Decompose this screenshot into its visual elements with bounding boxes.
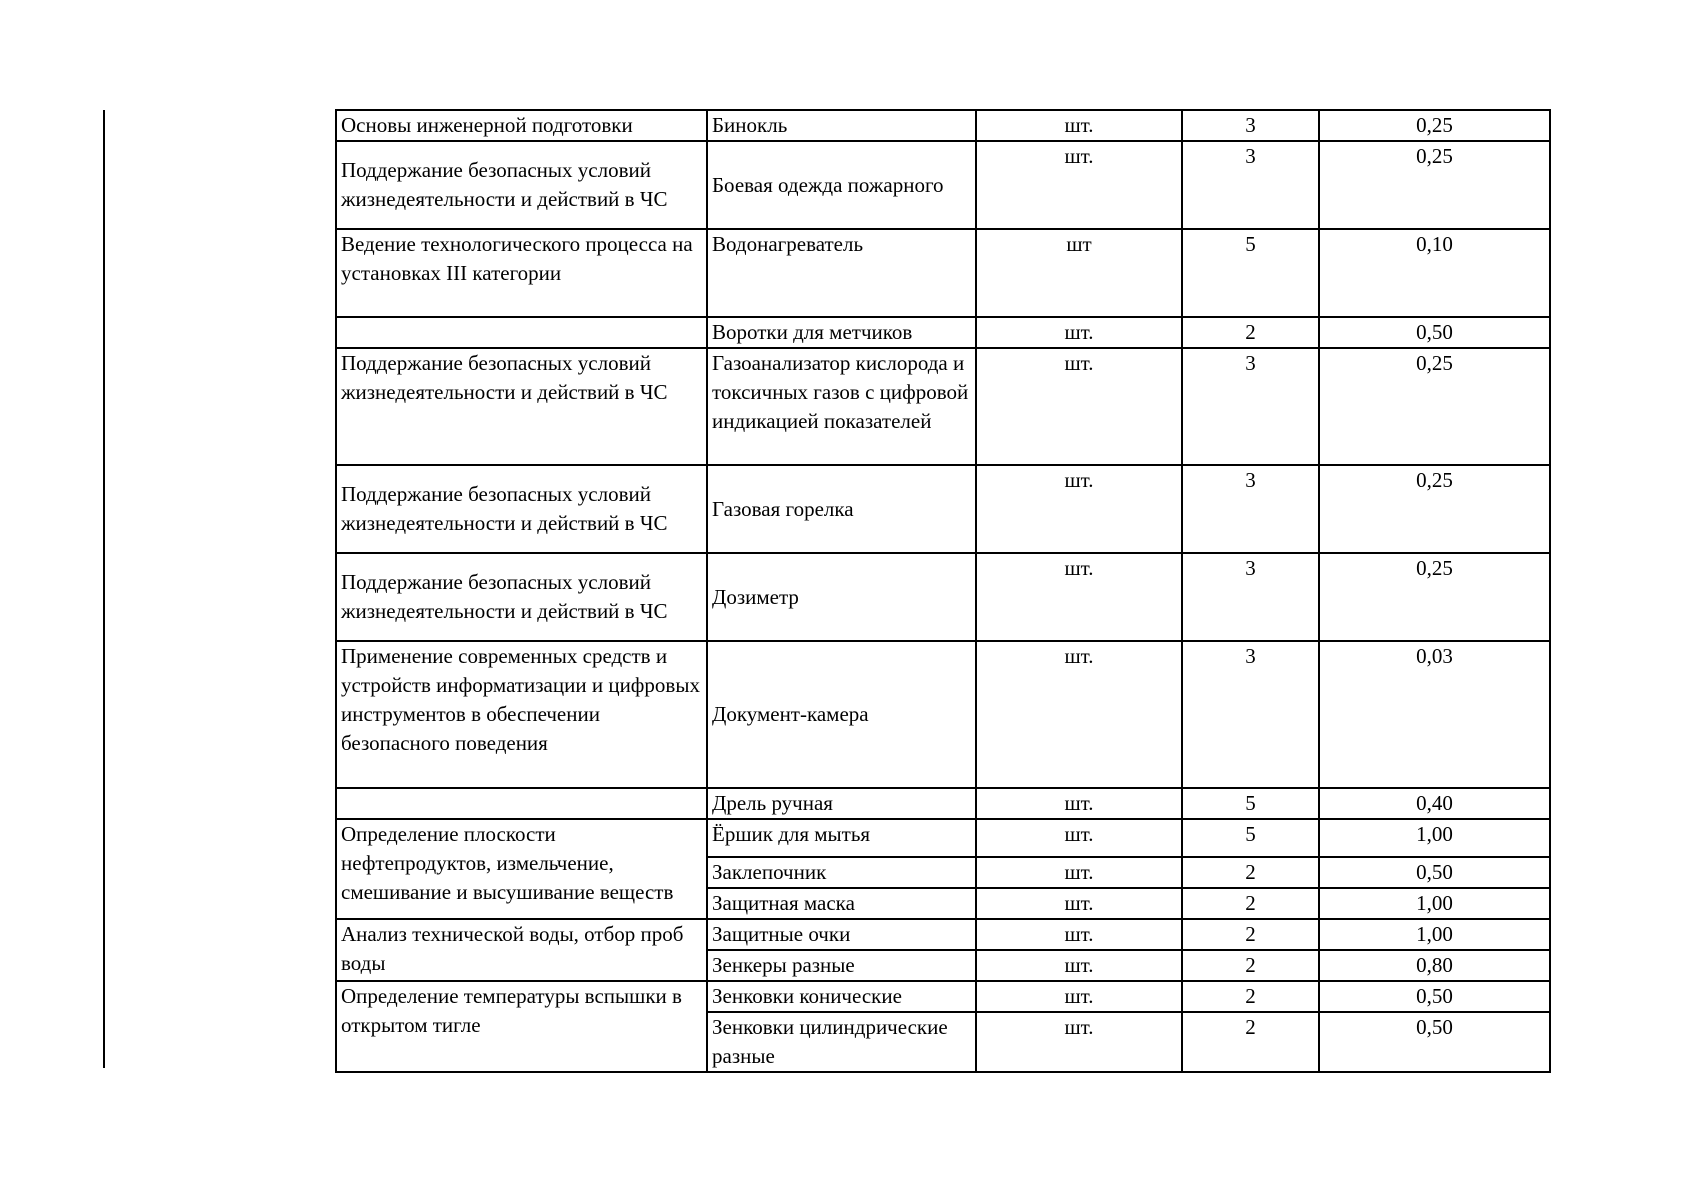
table-row — [336, 788, 1550, 819]
item-name-cell: Газовая горелка — [707, 465, 976, 553]
section-cell: Применение современных средств и устройств информатизации и цифровых инструментов в обеспечении безопасного поведения — [336, 641, 707, 788]
quantity-cell: 5 — [1182, 819, 1319, 857]
section-cell: Поддержание безопасных условий жизнедеятельности и действий в ЧС — [336, 465, 707, 553]
item-name-cell: Дозиметр — [707, 553, 976, 641]
quantity-cell: 3 — [1182, 110, 1319, 141]
section-cell: Определение плоскости нефтепродуктов, измельчение, смешивание и высушивание веществ — [336, 819, 707, 919]
item-name-cell: Зенковки конические — [707, 981, 976, 1012]
quantity-cell: 2 — [1182, 919, 1319, 950]
rate-cell: 1,00 — [1319, 888, 1550, 919]
quantity-cell: 3 — [1182, 553, 1319, 641]
unit-cell: шт. — [976, 950, 1182, 981]
item-name-cell: Зенковки цилиндрические разные — [707, 1012, 976, 1072]
table-row — [336, 110, 1550, 141]
quantity-cell: 2 — [1182, 981, 1319, 1012]
unit-cell: шт. — [976, 553, 1182, 641]
rate-cell: 0,50 — [1319, 857, 1550, 888]
unit-cell: шт — [976, 229, 1182, 317]
unit-cell: шт. — [976, 348, 1182, 465]
item-name-cell: Газоанализатор кислорода и токсичных газов с цифровой индикацией показателей — [707, 348, 976, 465]
item-name-cell: Боевая одежда пожарного — [707, 141, 976, 229]
quantity-cell: 2 — [1182, 857, 1319, 888]
quantity-cell: 2 — [1182, 950, 1319, 981]
table-row — [336, 553, 1550, 641]
quantity-cell: 3 — [1182, 641, 1319, 788]
item-name-cell: Бинокль — [707, 110, 976, 141]
table-row — [336, 981, 1550, 1012]
item-name-cell: Водонагреватель — [707, 229, 976, 317]
quantity-cell: 2 — [1182, 888, 1319, 919]
section-cell: Основы инженерной подготовки — [336, 110, 707, 141]
section-cell — [336, 788, 707, 819]
rate-cell: 0,80 — [1319, 950, 1550, 981]
rate-cell: 1,00 — [1319, 919, 1550, 950]
unit-cell: шт. — [976, 1012, 1182, 1072]
unit-cell: шт. — [976, 317, 1182, 348]
page-margin-line — [103, 110, 105, 1068]
section-cell: Поддержание безопасных условий жизнедеятельности и действий в ЧС — [336, 348, 707, 465]
rate-cell: 0,25 — [1319, 465, 1550, 553]
item-name-cell: Заклепочник — [707, 857, 976, 888]
equipment-table — [335, 109, 1551, 1073]
table-row — [336, 348, 1550, 465]
unit-cell: шт. — [976, 857, 1182, 888]
unit-cell: шт. — [976, 919, 1182, 950]
item-name-cell: Воротки для метчиков — [707, 317, 976, 348]
rate-cell: 0,25 — [1319, 141, 1550, 229]
unit-cell: шт. — [976, 981, 1182, 1012]
section-cell: Ведение технологического процесса на установках III категории — [336, 229, 707, 317]
table-row — [336, 141, 1550, 229]
rate-cell: 0,50 — [1319, 317, 1550, 348]
table-row — [336, 919, 1550, 950]
rate-cell: 0,25 — [1319, 348, 1550, 465]
rate-cell: 0,25 — [1319, 553, 1550, 641]
table-row — [336, 465, 1550, 553]
unit-cell: шт. — [976, 819, 1182, 857]
quantity-cell: 3 — [1182, 141, 1319, 229]
unit-cell: шт. — [976, 888, 1182, 919]
item-name-cell: Дрель ручная — [707, 788, 976, 819]
table-row — [336, 819, 1550, 857]
section-cell: Поддержание безопасных условий жизнедеятельности и действий в ЧС — [336, 553, 707, 641]
rate-cell: 0,25 — [1319, 110, 1550, 141]
item-name-cell: Защитные очки — [707, 919, 976, 950]
rate-cell: 0,10 — [1319, 229, 1550, 317]
quantity-cell: 2 — [1182, 1012, 1319, 1072]
unit-cell: шт. — [976, 110, 1182, 141]
rate-cell: 0,50 — [1319, 1012, 1550, 1072]
section-cell — [336, 317, 707, 348]
quantity-cell: 3 — [1182, 465, 1319, 553]
table-row — [336, 317, 1550, 348]
section-cell: Поддержание безопасных условий жизнедеятельности и действий в ЧС — [336, 141, 707, 229]
item-name-cell: Ёршик для мытья — [707, 819, 976, 857]
rate-cell: 0,03 — [1319, 641, 1550, 788]
item-name-cell: Документ-камера — [707, 641, 976, 788]
unit-cell: шт. — [976, 641, 1182, 788]
quantity-cell: 2 — [1182, 317, 1319, 348]
section-cell: Определение температуры вспышки в открытом тигле — [336, 981, 707, 1072]
quantity-cell: 3 — [1182, 348, 1319, 465]
quantity-cell: 5 — [1182, 229, 1319, 317]
item-name-cell: Зенкеры разные — [707, 950, 976, 981]
table-row — [336, 641, 1550, 788]
rate-cell: 0,40 — [1319, 788, 1550, 819]
unit-cell: шт. — [976, 788, 1182, 819]
item-name-cell: Защитная маска — [707, 888, 976, 919]
table-row — [336, 229, 1550, 317]
quantity-cell: 5 — [1182, 788, 1319, 819]
unit-cell: шт. — [976, 465, 1182, 553]
rate-cell: 1,00 — [1319, 819, 1550, 857]
section-cell: Анализ технической воды, отбор проб воды — [336, 919, 707, 981]
unit-cell: шт. — [976, 141, 1182, 229]
rate-cell: 0,50 — [1319, 981, 1550, 1012]
